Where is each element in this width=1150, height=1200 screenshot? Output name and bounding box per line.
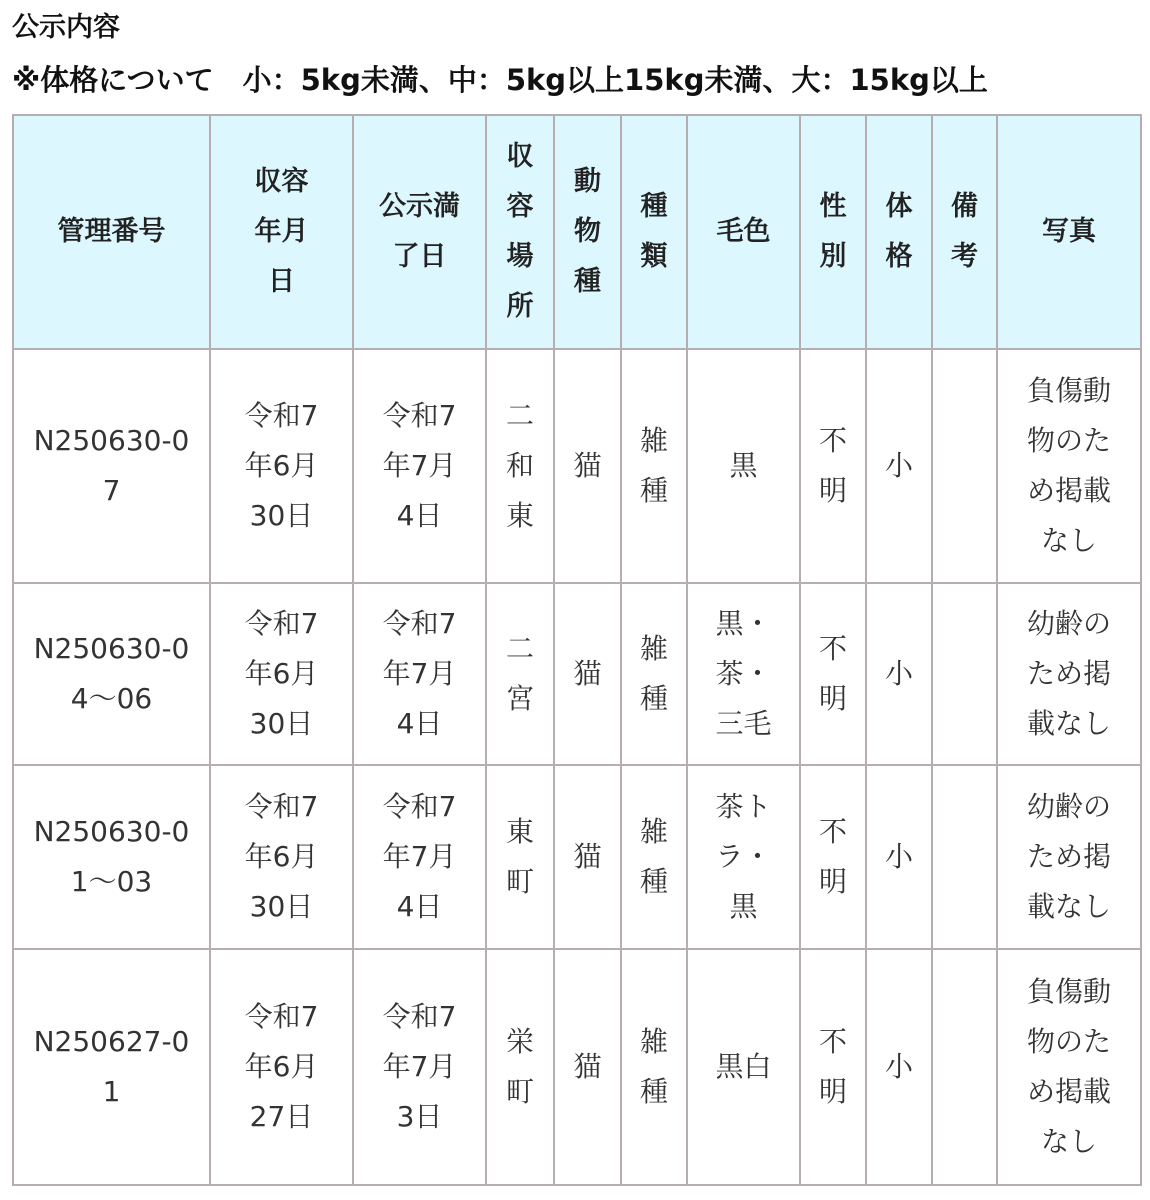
cell-species: 猫: [554, 765, 621, 949]
cell-intake-date: 令和7年6月30日: [210, 765, 353, 949]
cell-size: 小: [866, 949, 932, 1185]
cell-expiry-date: 令和7年7月4日: [353, 349, 486, 583]
cell-intake-date: 令和7年6月27日: [210, 949, 353, 1185]
cell-id: N250630-01～03: [13, 765, 210, 949]
cell-size: 小: [866, 765, 932, 949]
cell-intake-date: 令和7年6月30日: [210, 349, 353, 583]
cell-photo: 幼齢のため掲載なし: [997, 765, 1141, 949]
cell-expiry-date: 令和7年7月4日: [353, 583, 486, 765]
cell-species: 猫: [554, 349, 621, 583]
cell-sex: 不明: [800, 349, 866, 583]
cell-color: 黒: [687, 349, 800, 583]
cell-color: 黒・茶・三毛: [687, 583, 800, 765]
cell-remarks: [932, 583, 997, 765]
cell-sex: 不明: [800, 765, 866, 949]
header-location: 収容場所: [486, 115, 554, 349]
header-id: 管理番号: [13, 115, 210, 349]
header-intake-date: 収容年月日: [210, 115, 353, 349]
header-size: 体格: [866, 115, 932, 349]
page-title: 公示内容: [12, 12, 120, 43]
cell-id: N250630-04～06: [13, 583, 210, 765]
cell-sex: 不明: [800, 583, 866, 765]
cell-location: 東町: [486, 765, 554, 949]
cell-breed: 雑種: [621, 583, 687, 765]
header-row: [13, 115, 1141, 349]
cell-sex: 不明: [800, 949, 866, 1185]
cell-breed: 雑種: [621, 349, 687, 583]
cell-color: 黒白: [687, 949, 800, 1185]
cell-remarks: [932, 765, 997, 949]
cell-remarks: [932, 349, 997, 583]
header-remarks: 備考: [932, 115, 997, 349]
header-breed: 種類: [621, 115, 687, 349]
cell-expiry-date: 令和7年7月4日: [353, 765, 486, 949]
cell-id: N250630-07: [13, 349, 210, 583]
header-photo: 写真: [997, 115, 1141, 349]
cell-size: 小: [866, 583, 932, 765]
table-row: [13, 583, 1141, 765]
header-species: 動物種: [554, 115, 621, 349]
cell-location: 栄町: [486, 949, 554, 1185]
table-row: [13, 765, 1141, 949]
cell-photo: 負傷動物のため掲載なし: [997, 949, 1141, 1185]
cell-breed: 雑種: [621, 949, 687, 1185]
size-note: ※体格について 小：5kg未満、中：5kg以上15kg未満、大：15kg以上: [12, 63, 988, 97]
table-row: [13, 349, 1141, 583]
header-sex: 性別: [800, 115, 866, 349]
cell-id: N250627-01: [13, 949, 210, 1185]
cell-breed: 雑種: [621, 765, 687, 949]
cell-species: 猫: [554, 583, 621, 765]
header-expiry-date: 公示満了日: [353, 115, 486, 349]
header-color: 毛色: [687, 115, 800, 349]
cell-color: 茶トラ・黒: [687, 765, 800, 949]
cell-location: 二和東: [486, 349, 554, 583]
animal-listing-table: [12, 114, 1142, 1186]
table-row: [13, 949, 1141, 1185]
cell-location: 二宮: [486, 583, 554, 765]
cell-species: 猫: [554, 949, 621, 1185]
cell-photo: 負傷動物のため掲載なし: [997, 349, 1141, 583]
cell-remarks: [932, 949, 997, 1185]
cell-expiry-date: 令和7年7月3日: [353, 949, 486, 1185]
cell-photo: 幼齢のため掲載なし: [997, 583, 1141, 765]
cell-intake-date: 令和7年6月30日: [210, 583, 353, 765]
cell-size: 小: [866, 349, 932, 583]
